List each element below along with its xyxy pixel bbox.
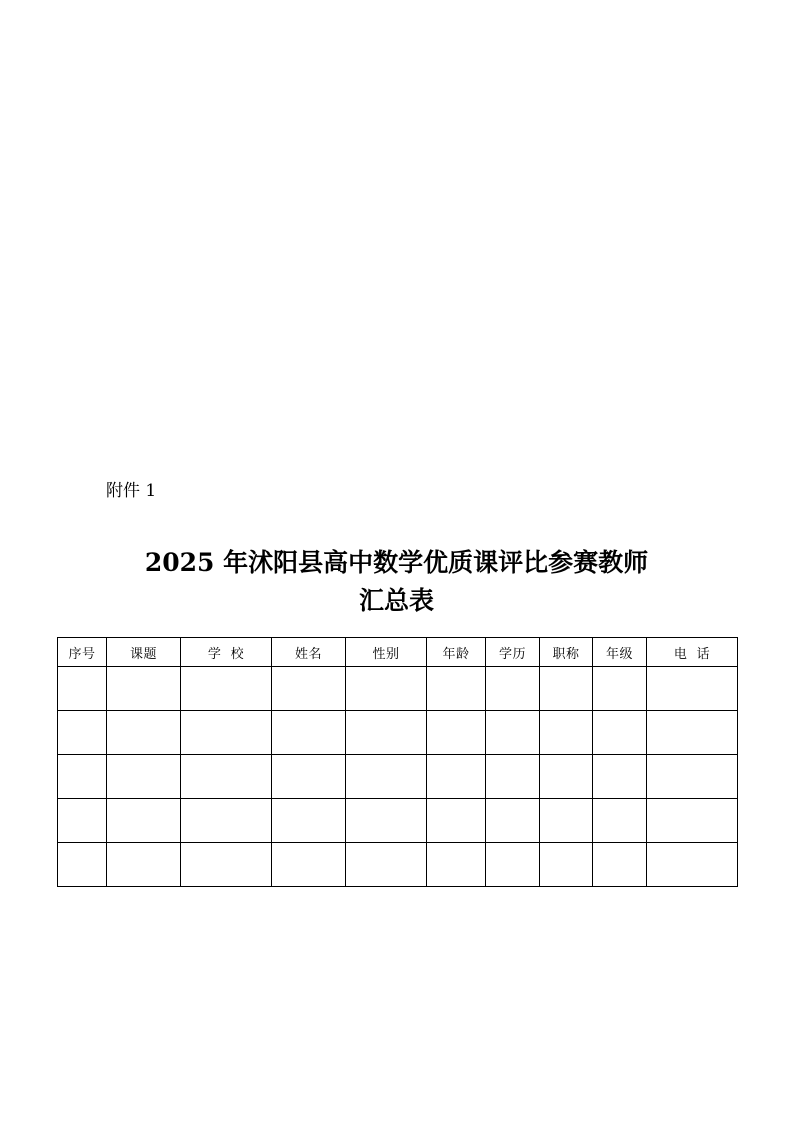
table-cell[interactable]	[647, 799, 738, 843]
document-title	[0, 544, 793, 620]
table-cell[interactable]	[540, 843, 593, 887]
table-cell[interactable]	[181, 843, 272, 887]
table-cell[interactable]	[593, 843, 647, 887]
table-cell[interactable]	[647, 711, 738, 755]
table-row	[58, 755, 738, 799]
table-cell[interactable]	[58, 843, 107, 887]
table-cell[interactable]	[540, 799, 593, 843]
table-cell[interactable]	[486, 843, 540, 887]
table-cell[interactable]	[346, 843, 427, 887]
table-row	[58, 799, 738, 843]
table-cell[interactable]	[181, 755, 272, 799]
table-cell[interactable]	[346, 711, 427, 755]
column-header-gender: 性别	[346, 638, 427, 667]
document-title-line-2: 汇总表	[358, 586, 434, 615]
table-cell[interactable]	[107, 667, 181, 711]
table-header-row	[58, 638, 738, 667]
table-cell[interactable]	[107, 711, 181, 755]
table-cell[interactable]	[272, 843, 346, 887]
table-cell[interactable]	[181, 799, 272, 843]
table-row	[58, 711, 738, 755]
table-cell[interactable]	[593, 667, 647, 711]
table-cell[interactable]	[272, 667, 346, 711]
table-cell[interactable]	[486, 799, 540, 843]
summary-table	[57, 637, 738, 887]
table-cell[interactable]	[486, 755, 540, 799]
column-header-grade: 年级	[593, 638, 647, 667]
table-cell[interactable]	[58, 667, 107, 711]
table-row	[58, 843, 738, 887]
table-cell[interactable]	[427, 667, 486, 711]
document-title-line-1: 2025 年沭阳县高中数学优质课评比参赛教师	[144, 548, 649, 577]
table-cell[interactable]	[181, 711, 272, 755]
table-cell[interactable]	[427, 711, 486, 755]
table-cell[interactable]	[647, 843, 738, 887]
column-header-phone: 电 话	[647, 638, 738, 667]
table-cell[interactable]	[107, 799, 181, 843]
column-header-index: 序号	[58, 638, 107, 667]
table-cell[interactable]	[58, 755, 107, 799]
column-header-school: 学 校	[181, 638, 272, 667]
table-cell[interactable]	[540, 667, 593, 711]
table-cell[interactable]	[107, 843, 181, 887]
table-cell[interactable]	[346, 755, 427, 799]
table-cell[interactable]	[486, 711, 540, 755]
table-cell[interactable]	[346, 799, 427, 843]
table-cell[interactable]	[593, 711, 647, 755]
column-header-name: 姓名	[272, 638, 346, 667]
column-header-title: 职称	[540, 638, 593, 667]
table-cell[interactable]	[486, 667, 540, 711]
column-header-topic: 课题	[107, 638, 181, 667]
table-cell[interactable]	[540, 711, 593, 755]
table-cell[interactable]	[346, 667, 427, 711]
table-cell[interactable]	[427, 755, 486, 799]
table-cell[interactable]	[58, 711, 107, 755]
table-cell[interactable]	[647, 755, 738, 799]
table-cell[interactable]	[647, 667, 738, 711]
table-cell[interactable]	[272, 755, 346, 799]
column-header-age: 年龄	[427, 638, 486, 667]
table-cell[interactable]	[593, 755, 647, 799]
attachment-label: 附件 1	[106, 481, 157, 501]
table-cell[interactable]	[540, 755, 593, 799]
table-cell[interactable]	[427, 843, 486, 887]
table-cell[interactable]	[107, 755, 181, 799]
table-cell[interactable]	[58, 799, 107, 843]
table-cell[interactable]	[272, 799, 346, 843]
table-cell[interactable]	[593, 799, 647, 843]
table-cell[interactable]	[427, 799, 486, 843]
table-cell[interactable]	[272, 711, 346, 755]
column-header-education: 学历	[486, 638, 540, 667]
table-row	[58, 667, 738, 711]
table-cell[interactable]	[181, 667, 272, 711]
